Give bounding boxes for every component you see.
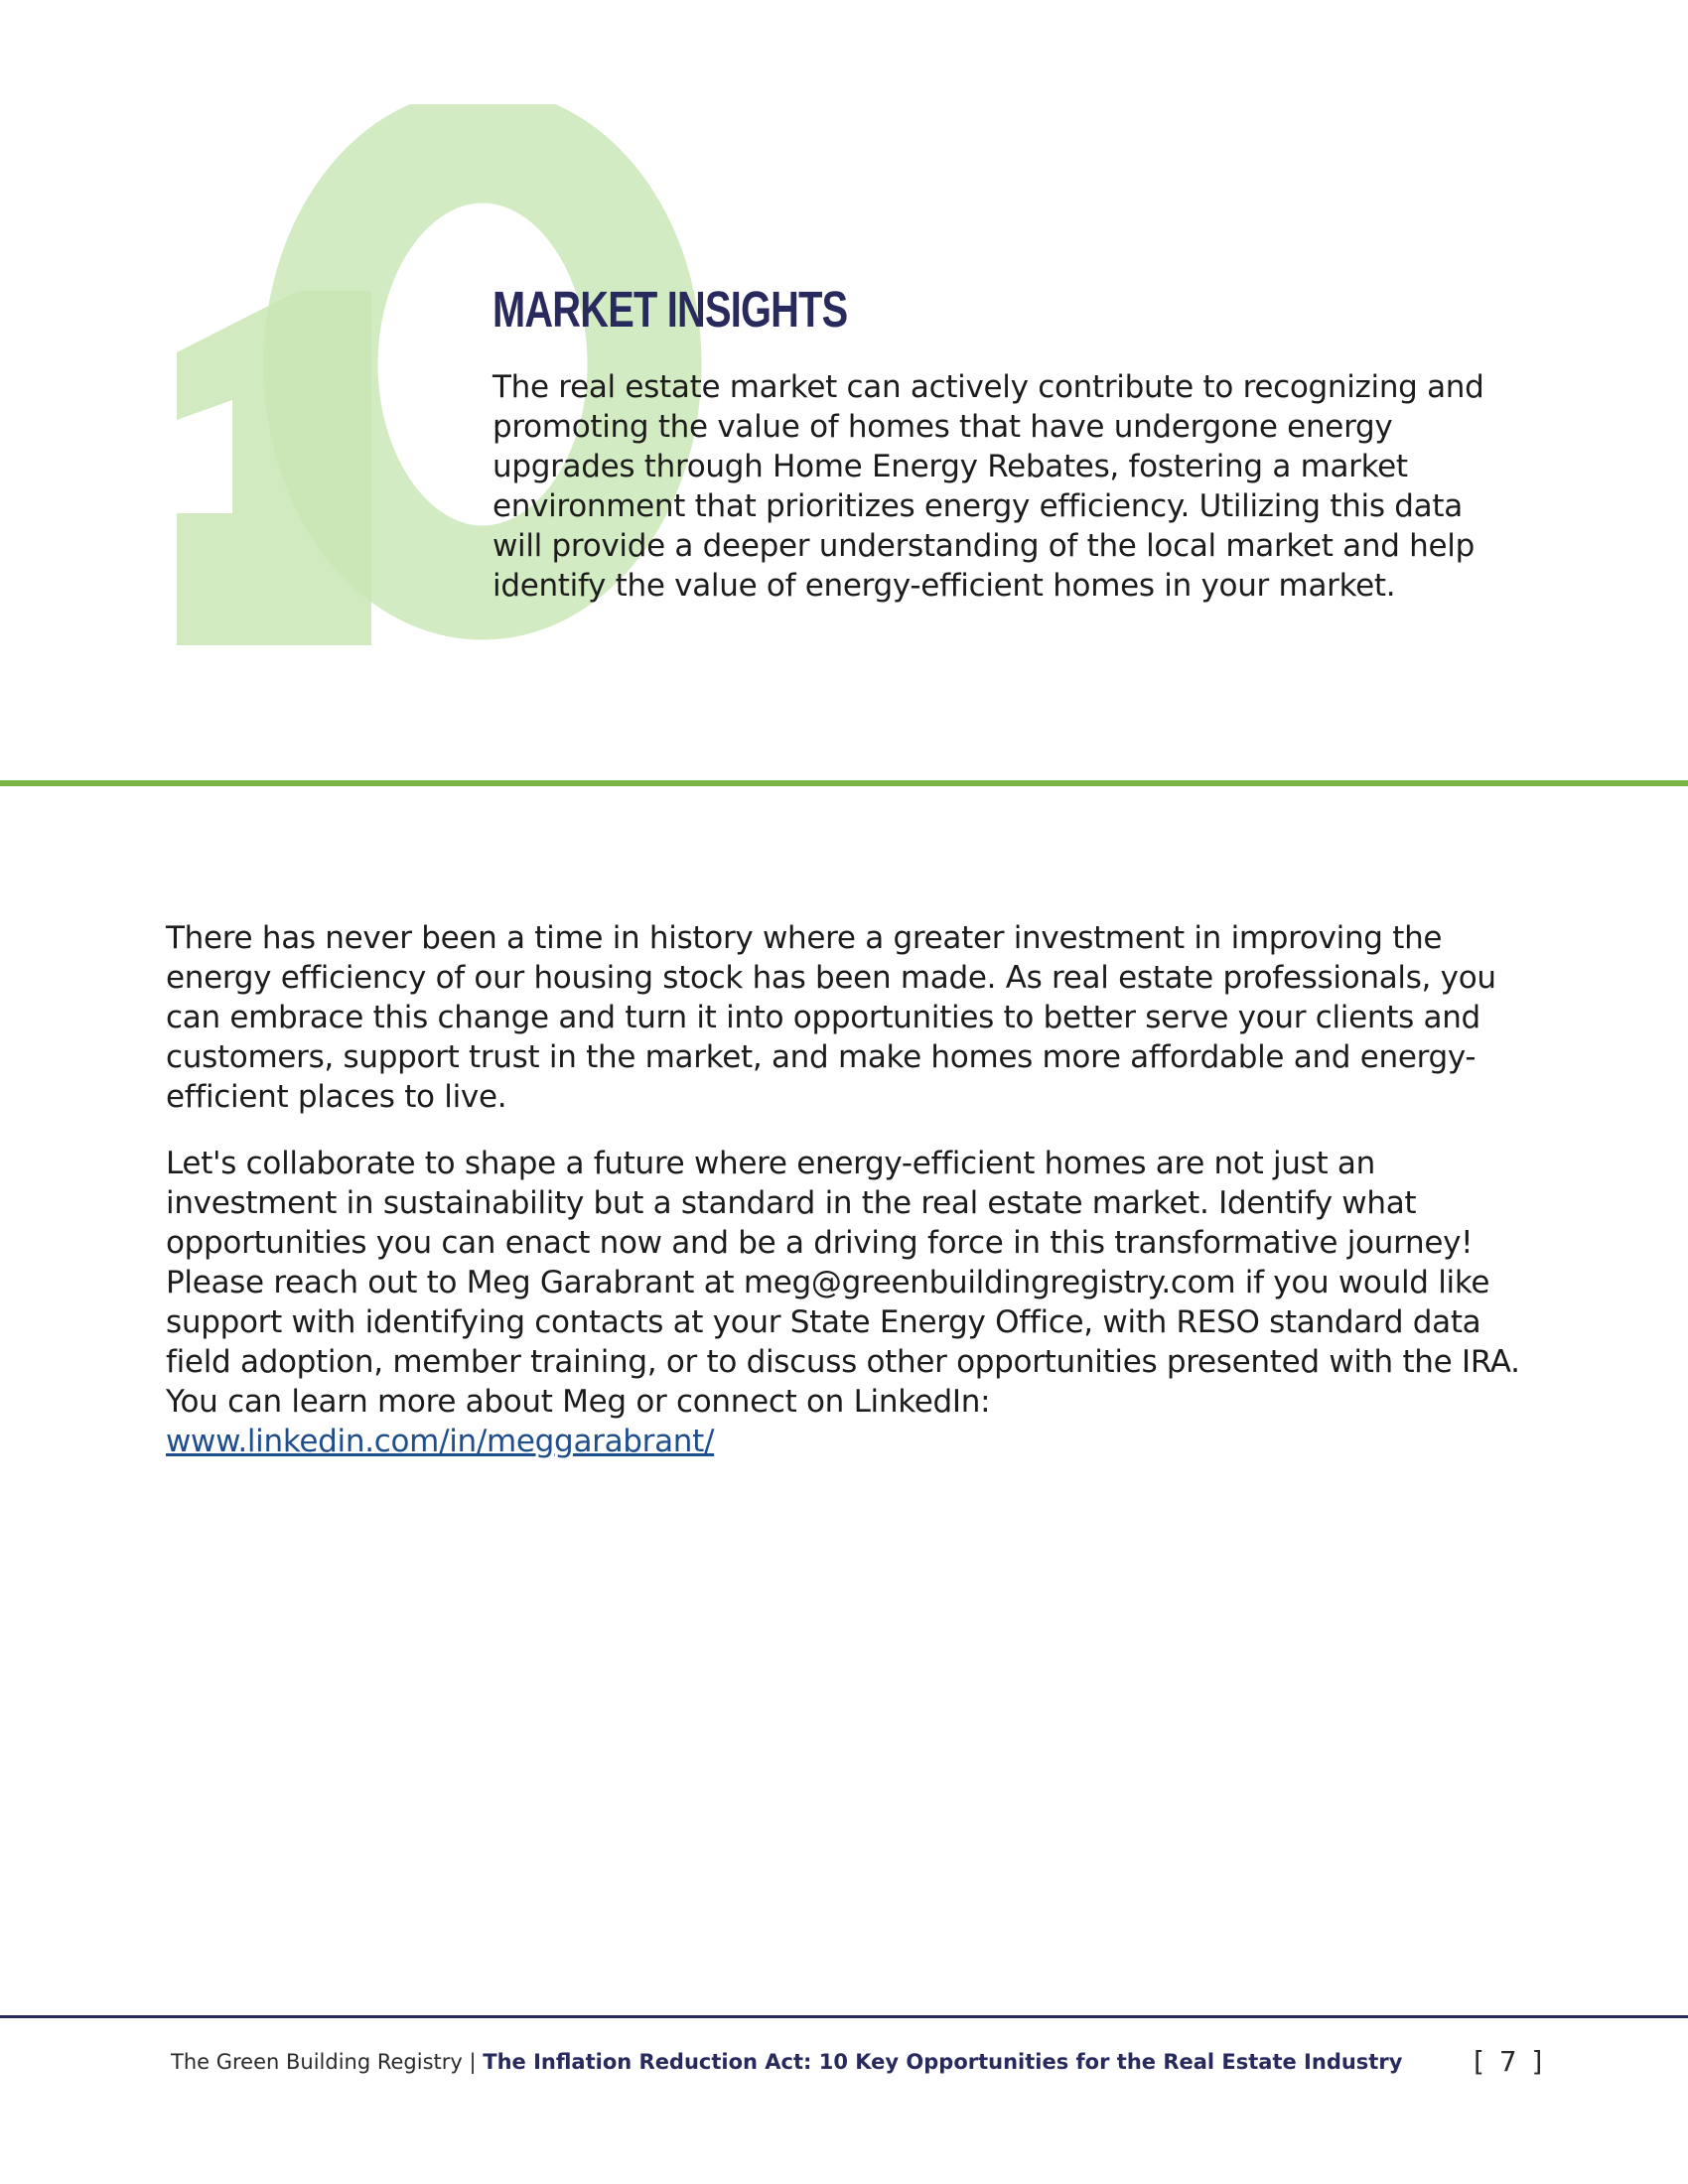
body-paragraph-2 <box>166 1144 1526 1461</box>
body-paragraph-2-text: Let's collaborate to shape a future where energy-efficient homes are not just an investment in sustainability but a standard in the real estate market. Identify what opportunities you can enact now and be a driving force in this transformative journey! Please reach out to Meg Garabrant at meg@greenbuildingregistry.com if you would like support with identifying contacts at your State Energy Office, with RESO standard data field adoption, member training, or to discuss other opportunities presented with the IRA. You can learn more about Meg or connect on LinkedIn: <box>166 1146 1520 1420</box>
footer <box>171 2047 1402 2077</box>
page-number: [ 7 ] <box>1474 2045 1546 2078</box>
section-title: MARKET INSIGHTS <box>492 281 848 338</box>
section-divider <box>0 780 1688 786</box>
linkedin-link[interactable]: www.linkedin.com/in/meggarabrant/ <box>166 1424 715 1459</box>
footer-doc-title: The Inflation Reduction Act: 10 Key Opportunities for the Real Estate Industry <box>483 2050 1403 2074</box>
footer-org: The Green Building Registry | <box>171 2050 484 2074</box>
body-content <box>166 918 1526 1488</box>
section-intro-text: The real estate market can actively contribute to recognizing and promoting the value of homes that have undergone energy upgrades through Home Energy Rebates, fostering a market environment that prioritizes energy efficiency. Utilizing this data will provide a deeper understanding of the local market and help identify the value of energy-efficient homes in your market. <box>492 369 1484 604</box>
footer-divider <box>0 2015 1688 2018</box>
body-paragraph-1: There has never been a time in history where a greater investment in improving the energy efficiency of our housing stock has been made. As real estate professionals, you can embrace this change and turn it into opportunities to better serve your clients and customers, support trust in the market, and make homes more affordable and energy-efficient places to live. <box>166 920 1496 1115</box>
